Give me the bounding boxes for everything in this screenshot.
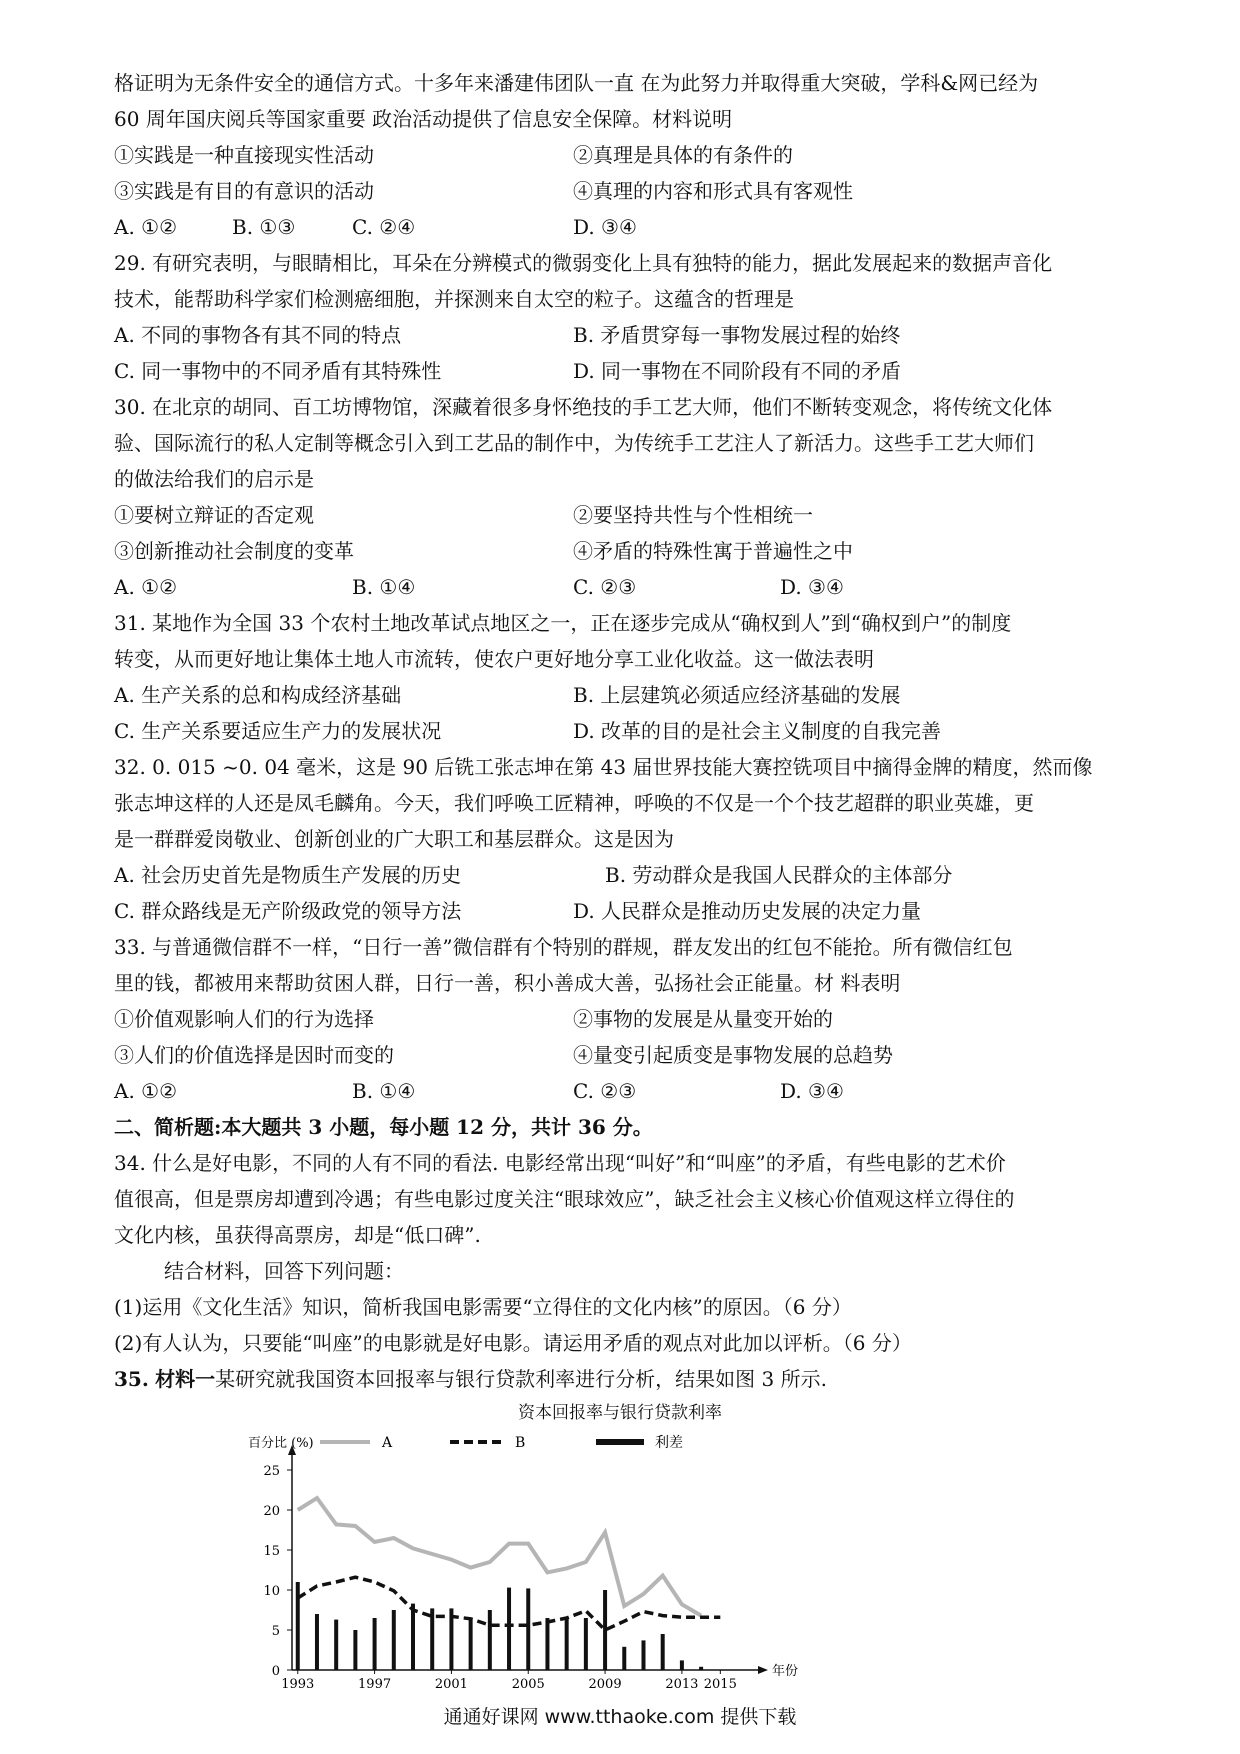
q31-option-b: B. 上层建筑必须适应经济基础的发展 (573, 683, 901, 707)
q31-option-a: A. 生产关系的总和构成经济基础 (114, 683, 402, 707)
q30-stem-line-1: 30. 在北京的胡同、百工坊博物馆，深藏着很多身怀绝技的手工艺大师，他们不断转变观念，将传统文化体 (114, 395, 1053, 419)
bar-spread-2005 (526, 1588, 530, 1670)
q29-option-d: D. 同一事物在不同阶段有不同的矛盾 (573, 359, 902, 383)
bar-spread-1996 (353, 1630, 357, 1670)
q33-option-d: D. ③④ (780, 1079, 844, 1103)
q30-statement-2: ②要坚持共性与个性相统一 (573, 503, 813, 527)
chart-title: 资本回报率与银行贷款利率 (518, 1403, 722, 1423)
q33-statement-3: ③人们的价值选择是因时而变的 (114, 1043, 394, 1067)
q32-option-c: C. 群众路线是无产阶级政党的领导方法 (114, 899, 462, 923)
q28-text-line-2: 60 周年国庆阅兵等国家重要 政治活动提供了信息安全保障。材料说明 (114, 107, 733, 131)
x-tick-label: 1993 (281, 1677, 315, 1690)
bar-spread-2002 (469, 1618, 473, 1670)
footer-credit: 通通好课网 www.tthaoke.com 提供下载 (443, 1706, 797, 1728)
q32-option-a: A. 社会历史首先是物质生产发展的历史 (114, 863, 462, 887)
q33-statement-2: ②事物的发展是从量变开始的 (573, 1007, 833, 1031)
q33-option-a: A. ①② (114, 1079, 178, 1103)
bar-spread-1999 (411, 1604, 415, 1670)
y-tick-label: 20 (263, 1504, 280, 1519)
x-tick-label: 2015 (703, 1677, 737, 1690)
y-tick-label: 5 (271, 1624, 280, 1639)
bar-spread-1994 (315, 1614, 319, 1670)
bar-spread-2003 (488, 1610, 492, 1670)
q29-option-c: C. 同一事物中的不同矛盾有其特殊性 (114, 359, 442, 383)
legend-label-A: A (382, 1435, 393, 1451)
q33-option-b: B. ①④ (352, 1079, 416, 1103)
q28-statement-1: ①实践是一种直接现实性活动 (114, 143, 374, 167)
capital-return-chart (240, 1420, 800, 1690)
q28-option-b: B. ①③ (232, 215, 296, 239)
bar-spread-1995 (334, 1620, 338, 1670)
q28-statement-4: ④真理的内容和形式具有客观性 (573, 179, 853, 203)
q33-statement-4: ④量变引起质变是事物发展的总趋势 (573, 1043, 893, 1067)
q28-statement-3: ③实践是有目的有意识的活动 (114, 179, 374, 203)
bar-spread-2000 (430, 1608, 434, 1670)
y-tick-label: 10 (263, 1584, 280, 1599)
q31-stem-line-2: 转变，从而更好地让集体土地人市流转，使农户更好地分享工业化收益。这一做法表明 (114, 647, 874, 671)
bar-spread-2009 (603, 1590, 607, 1670)
q35-text: 某研究就我国资本回报率与银行贷款利率进行分析，结果如图 3 所示. (215, 1367, 827, 1391)
q32-option-b: B. 劳动群众是我国人民群众的主体部分 (605, 863, 953, 887)
x-axis-arrow (758, 1666, 768, 1674)
q35-number: 35. (114, 1367, 149, 1391)
x-tick-label: 2001 (434, 1677, 468, 1690)
bar-spread-2004 (507, 1588, 511, 1670)
q29-stem-line-2: 技术，能帮助科学家们检测癌细胞，并探测来自太空的粒子。这蕴含的哲理是 (114, 287, 794, 311)
q32-option-d: D. 人民群众是推动历史发展的决定力量 (573, 899, 922, 923)
q30-option-c: C. ②③ (573, 575, 637, 599)
q30-option-b: B. ①④ (352, 575, 416, 599)
bar-spread-1998 (392, 1610, 396, 1670)
q28-option-d: D. ③④ (573, 215, 637, 239)
q34-subquestion-2: (2)有人认为，只要能“叫座”的电影就是好电影。请运用矛盾的观点对此加以评析。（6 分） (114, 1331, 912, 1355)
q34-stem-line-3: 文化内核，虽获得高票房，却是“低口碑”. (114, 1223, 481, 1247)
bar-spread-2011 (641, 1640, 645, 1670)
x-tick-label: 1997 (358, 1677, 392, 1690)
bar-spread-2014 (699, 1667, 703, 1670)
x-axis-label: 年份 (772, 1664, 799, 1679)
q28-text-line-1: 格证明为无条件安全的通信方式。十多年来潘建伟团队一直 在为此努力并取得重大突破，学科&网已经为 (114, 71, 1039, 95)
q34-subquestion-1: (1)运用《文化生活》知识，简析我国电影需要“立得住的文化内核”的原因。（6 分） (114, 1295, 852, 1319)
q33-statement-1: ①价值观影响人们的行为选择 (114, 1007, 374, 1031)
q35-stem (114, 1366, 827, 1392)
q33-stem-line-2: 里的钱，都被用来帮助贫困人群，日行一善，积小善成大善，弘扬社会正能量。材 料表明 (114, 971, 901, 995)
legend-label-spread: 利差 (655, 1435, 683, 1451)
bar-spread-1997 (373, 1618, 377, 1670)
q30-option-d: D. ③④ (780, 575, 844, 599)
q29-stem-line-1: 29. 有研究表明，与眼睛相比，耳朵在分辨模式的微弱变化上具有独特的能力，据此发展起来的数据声音化 (114, 251, 1053, 275)
q32-stem-line-2: 张志坤这样的人还是凤毛麟角。今天，我们呼唤工匠精神，呼唤的不仅是一个个技艺超群的职业英雄，更 (114, 791, 1034, 815)
x-tick-label: 2013 (665, 1677, 699, 1690)
section-heading: 二、简析题:本大题共 3 小题，每小题 12 分，共计 36 分。 (114, 1115, 653, 1139)
q30-option-a: A. ①② (114, 575, 178, 599)
q32-stem-line-1: 32. 0. 015 ~0. 04 毫米，这是 90 后铣工张志坤在第 43 届世界技能大赛控铣项目中摘得金牌的精度，然而像 (114, 755, 1093, 779)
q29-option-a: A. 不同的事物各有其不同的特点 (114, 323, 402, 347)
q33-stem-line-1: 33. 与普通微信群不一样，“日行一善”微信群有个特别的群规，群友发出的红包不能抢。所有微信红包 (114, 935, 1013, 959)
bar-spread-2012 (661, 1634, 665, 1670)
y-tick-label: 25 (263, 1464, 280, 1479)
q30-statement-1: ①要树立辩证的否定观 (114, 503, 314, 527)
y-tick-label: 0 (271, 1664, 280, 1679)
bar-spread-2007 (565, 1618, 569, 1670)
q28-statement-2: ②真理是具体的有条件的 (573, 143, 793, 167)
legend-swatch-spread (596, 1439, 644, 1445)
q34-prompt: 结合材料，回答下列问题： (164, 1259, 404, 1283)
q35-material-label: 材料一 (155, 1367, 216, 1391)
x-tick-label: 2009 (588, 1677, 622, 1690)
x-tick-label: 2005 (511, 1677, 545, 1690)
q33-option-c: C. ②③ (573, 1079, 637, 1103)
q28-option-a: A. ①② (114, 215, 178, 239)
y-tick-label: 15 (263, 1544, 280, 1559)
legend-label-B: B (515, 1435, 526, 1451)
q34-stem-line-1: 34. 什么是好电影，不同的人有不同的看法. 电影经常出现“叫好”和“叫座”的矛盾，有些电影的艺术价 (114, 1151, 1006, 1175)
q31-stem-line-1: 31. 某地作为全国 33 个农村土地改革试点地区之一，正在逐步完成从“确权到人”到“确权到户”的制度 (114, 611, 1012, 635)
series-line-A (298, 1498, 701, 1616)
q34-stem-line-2: 值很高，但是票房却遭到冷遇；有些电影过度关注“眼球效应”，缺乏社会主义核心价值观这样立得住的 (114, 1187, 1015, 1211)
q32-stem-line-3: 是一群群爱岗敬业、创新创业的广大职工和基层群众。这是因为 (114, 827, 674, 851)
q30-statement-4: ④矛盾的特殊性寓于普遍性之中 (573, 539, 853, 563)
q30-stem-line-2: 验、国际流行的私人定制等概念引入到工艺品的制作中，为传统手工艺注人了新活力。这些手工艺大师们 (114, 431, 1034, 455)
bar-spread-2006 (545, 1618, 549, 1670)
y-axis-label: 百分比 (%) (248, 1436, 314, 1451)
q30-statement-3: ③创新推动社会制度的变革 (114, 539, 354, 563)
bar-spread-2008 (584, 1618, 588, 1670)
bar-spread-2013 (680, 1660, 684, 1670)
bar-spread-2010 (622, 1647, 626, 1670)
q31-option-d: D. 改革的目的是社会主义制度的自我完善 (573, 719, 942, 743)
q29-option-b: B. 矛盾贯穿每一事物发展过程的始终 (573, 323, 901, 347)
q28-option-c: C. ②④ (352, 215, 416, 239)
q31-option-c: C. 生产关系要适应生产力的发展状况 (114, 719, 442, 743)
q30-stem-line-3: 的做法给我们的启示是 (114, 467, 314, 491)
